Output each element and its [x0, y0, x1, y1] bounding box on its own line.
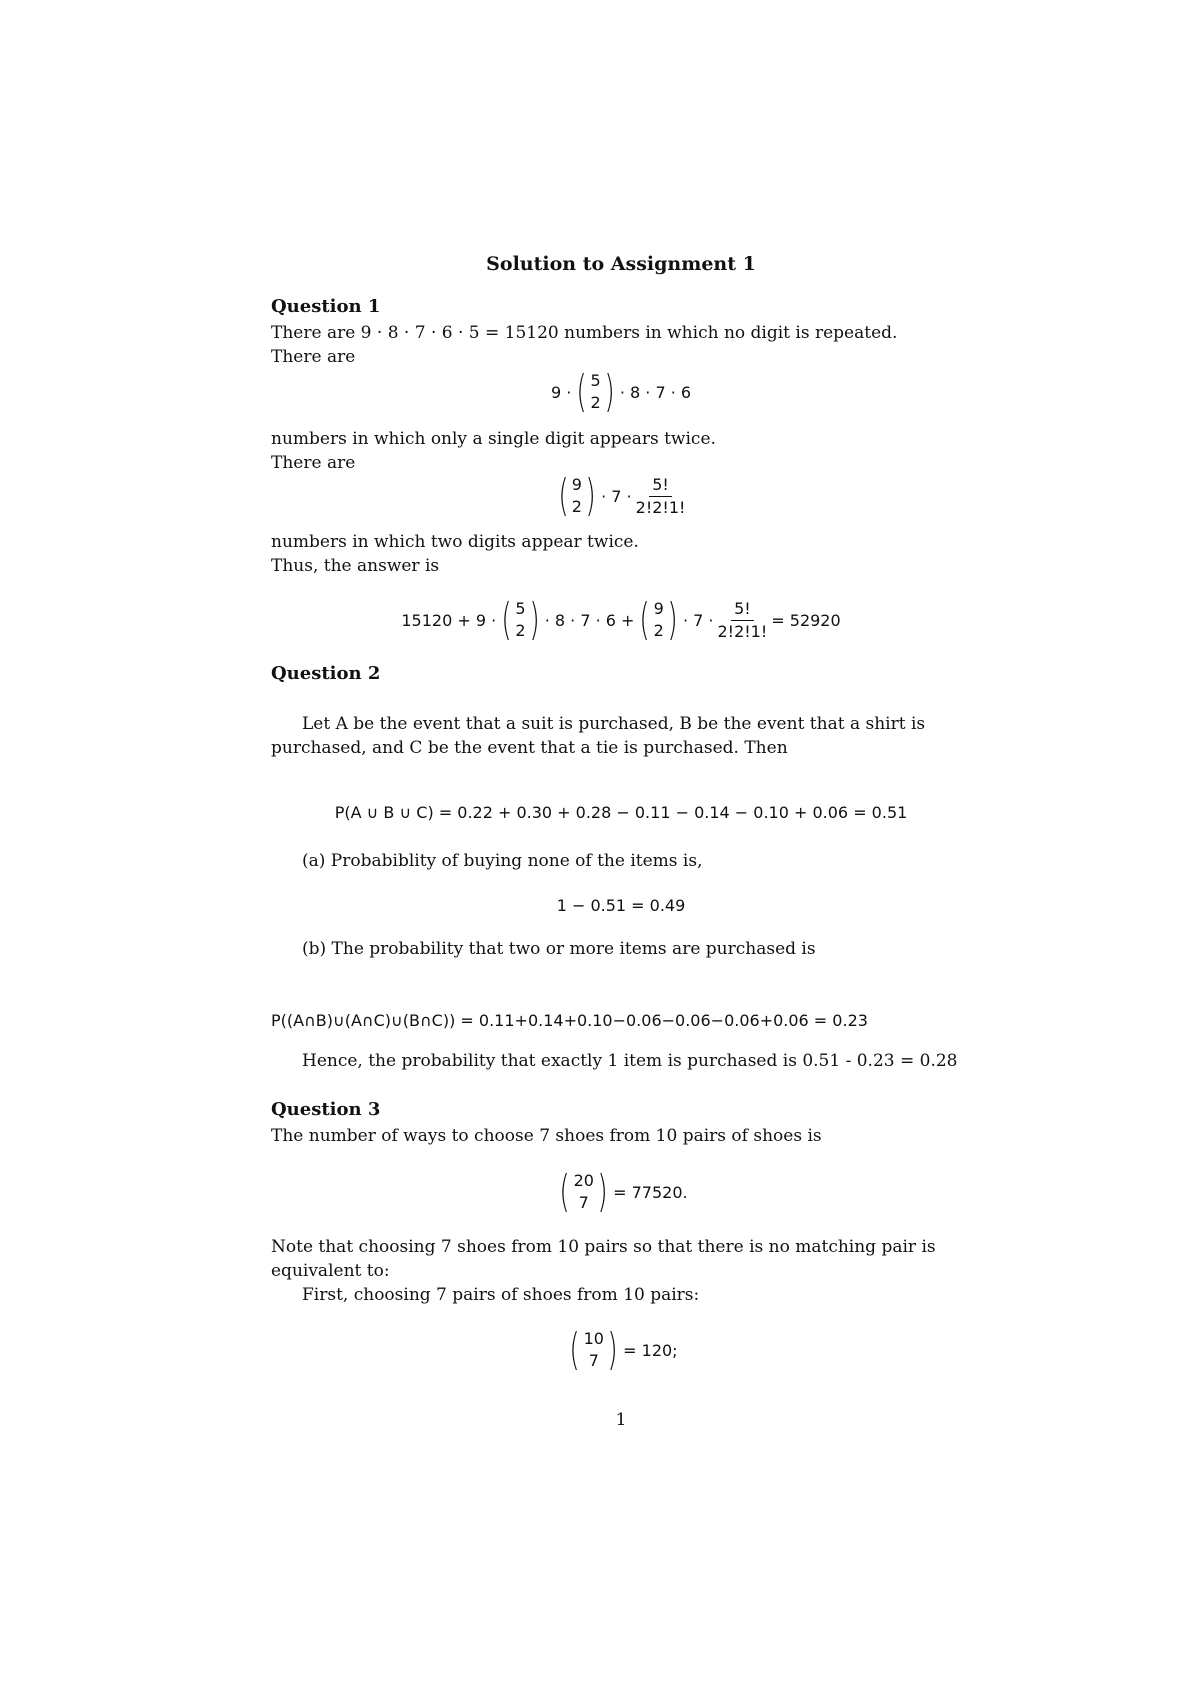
q1-eq3-fraction: [717, 598, 767, 643]
q1-there-are-1: There are: [271, 347, 356, 367]
q2-equation-2: 1 − 0.51 = 0.49: [556, 895, 686, 915]
q3-line3: equivalent to:: [271, 1261, 390, 1281]
fraction-denominator: 2!2!1!: [717, 621, 768, 641]
q1-eq3-part-a: 15120 + 9 ·: [401, 610, 497, 630]
binom-top: 20: [573, 1171, 594, 1190]
q1-eq3-part-c: · 7 ·: [682, 610, 714, 630]
q1-eq3-result: = 52920: [771, 610, 841, 630]
binom-top: 9: [653, 599, 664, 618]
q2-equation-3: P((A∩B)∪(A∩C)∪(B∩C)) = 0.11+0.14+0.10−0.06−0.06−0.06+0.06 = 0.23: [271, 1010, 868, 1030]
q1-eq3-part-b: · 8 · 7 · 6 +: [544, 610, 635, 630]
binom-bottom: 2: [653, 621, 664, 640]
document-page: [271, 0, 971, 1696]
q1-eq2-binomial: ( 9 2 ): [558, 470, 596, 521]
q1-eq1-pre: 9 ·: [550, 382, 572, 402]
q3-equation-2: [271, 1322, 971, 1378]
page-number: 1: [615, 1410, 627, 1430]
q3-heading: Question 3: [271, 1099, 381, 1120]
q2-para-line2: purchased, and C be the event that a tie is purchased. Then: [271, 738, 788, 758]
q1-eq2-mid: · 7 ·: [601, 486, 632, 506]
q3-equation-1: [271, 1164, 971, 1220]
q3-line2: Note that choosing 7 shoes from 10 pairs so that there is no matching pair is: [271, 1237, 936, 1257]
q3-line4: First, choosing 7 pairs of shoes from 10 pairs:: [302, 1285, 700, 1305]
q1-heading: Question 1: [271, 296, 381, 317]
q1-eq1-post: · 8 · 7 · 6: [619, 382, 692, 402]
q3-eq2-result: = 120;: [623, 1340, 678, 1360]
fraction-numerator: 5!: [649, 474, 672, 497]
q3-eq1-binomial: ( 20 7 ): [559, 1166, 608, 1217]
q2-part-b-text: (b) The probability that two or more items are purchased is: [302, 939, 816, 959]
q2-hence-text: Hence, the probability that exactly 1 item is purchased is 0.51 - 0.23 = 0.28: [302, 1051, 958, 1071]
q1-equation-1: [271, 364, 971, 420]
q3-eq2-binomial: ( 10 7 ): [569, 1324, 618, 1375]
binom-top: 5: [515, 599, 526, 618]
q1-line4: Thus, the answer is: [271, 556, 440, 576]
binom-top: 10: [583, 1329, 604, 1348]
binom-bottom: 2: [515, 621, 526, 640]
q2-heading: Question 2: [271, 663, 381, 684]
q1-line1: There are 9 · 8 · 7 · 6 · 5 = 15120 numbers in which no digit is repeated.: [271, 323, 898, 343]
binom-top: 5: [590, 371, 601, 390]
q3-eq1-result: = 77520.: [613, 1182, 688, 1202]
q3-line1: The number of ways to choose 7 shoes from 10 pairs of shoes is: [271, 1126, 822, 1146]
q1-eq1-binomial: ( 5 2 ): [576, 366, 615, 417]
binom-bottom: 7: [578, 1193, 589, 1212]
q1-there-are-2: There are: [271, 453, 356, 473]
q1-eq2-fraction: [636, 474, 686, 519]
binom-top: 9: [571, 475, 582, 494]
q1-line3: numbers in which two digits appear twice.: [271, 532, 639, 552]
q2-para-line1: Let A be the event that a suit is purchased, B be the event that a shirt is: [302, 714, 926, 734]
fraction-denominator: 2!2!1!: [635, 497, 686, 517]
q2-part-a-text: (a) Probabiblity of buying none of the items is,: [302, 851, 703, 871]
document-title: Solution to Assignment 1: [486, 253, 756, 275]
q1-eq3-binomial-2: ( 9 2 ): [639, 594, 678, 645]
binom-bottom: 2: [571, 497, 582, 516]
q2-equation-1: P(A ∪ B ∪ C) = 0.22 + 0.30 + 0.28 − 0.11 − 0.14 − 0.10 + 0.06 = 0.51: [334, 802, 908, 822]
fraction-numerator: 5!: [731, 598, 754, 621]
binom-bottom: 2: [590, 393, 601, 412]
q1-eq3-binomial-1: ( 5 2 ): [501, 594, 540, 645]
q1-equation-2: [271, 468, 971, 524]
binom-bottom: 7: [588, 1351, 599, 1370]
q1-equation-3: [271, 592, 971, 648]
q1-line2: numbers in which only a single digit appears twice.: [271, 429, 716, 449]
